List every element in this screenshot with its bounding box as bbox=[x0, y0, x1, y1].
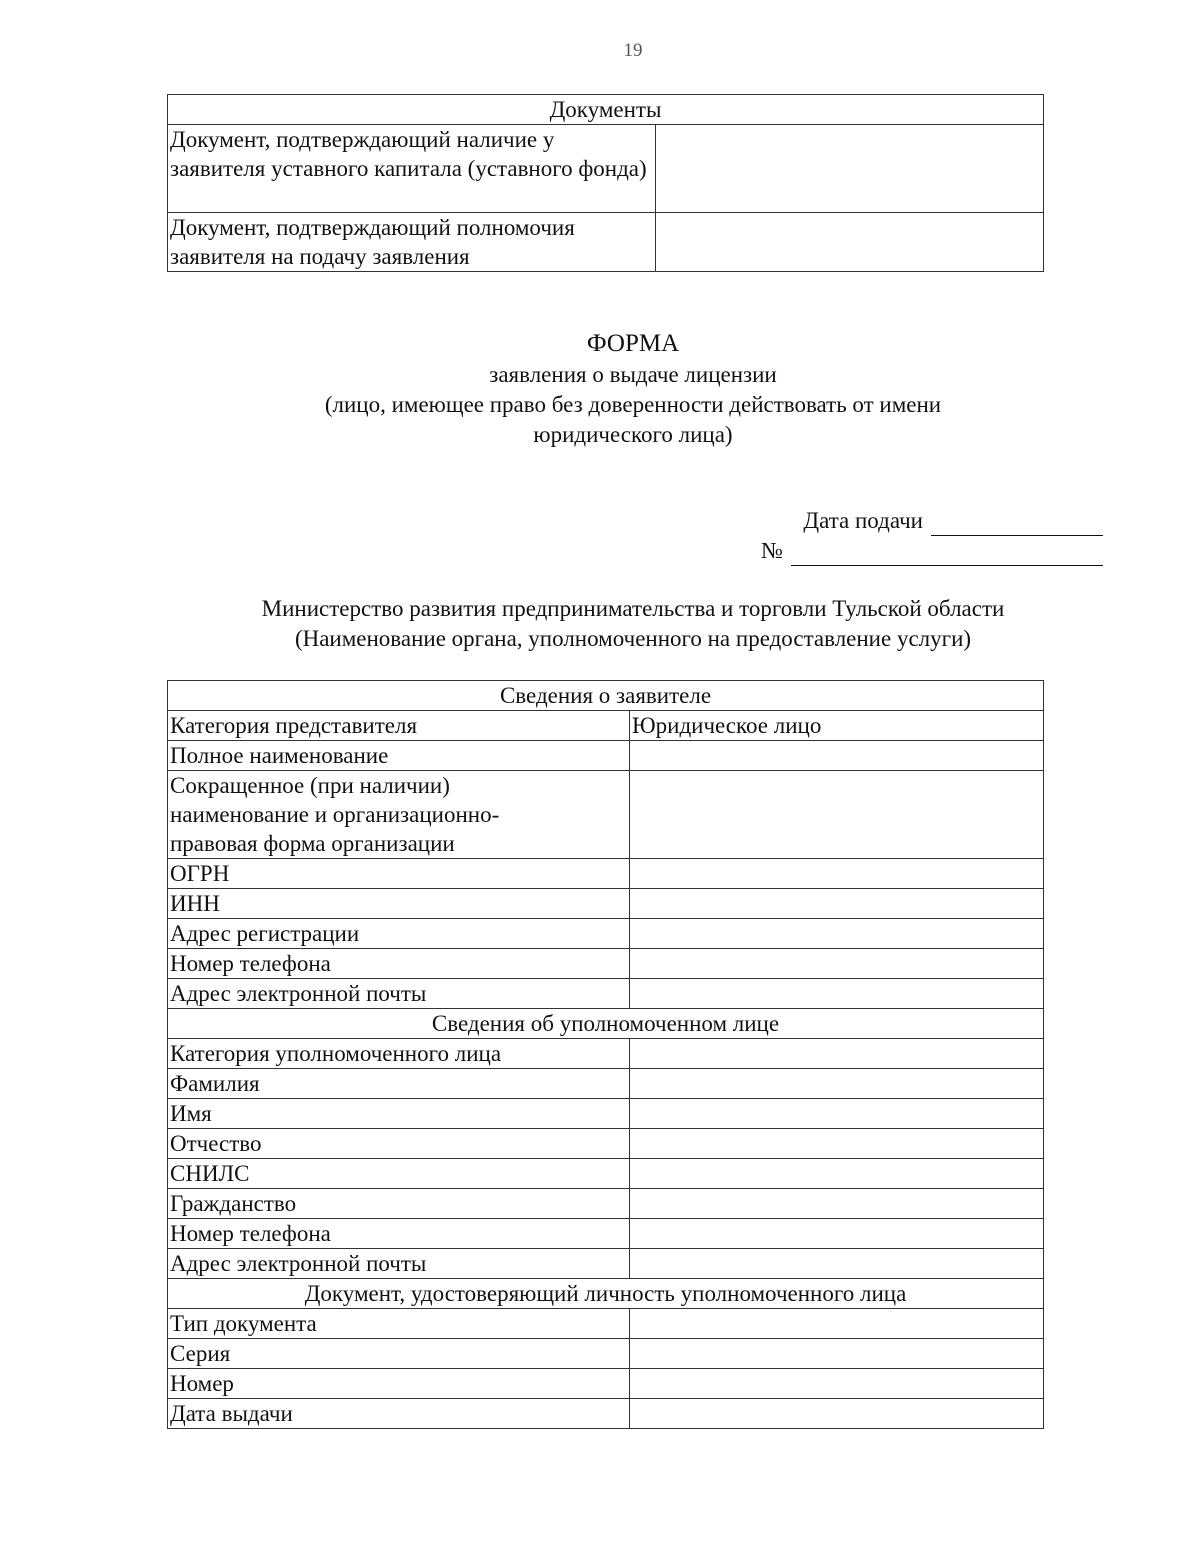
table-row bbox=[168, 1249, 1044, 1279]
form-title: ФОРМА bbox=[586, 330, 680, 357]
table-row bbox=[168, 949, 1044, 979]
field-value-registration-address[interactable] bbox=[630, 919, 1044, 949]
field-value-email[interactable] bbox=[630, 979, 1044, 1009]
table-row bbox=[168, 741, 1044, 771]
field-label-issue-date: Дата выдачи bbox=[168, 1399, 630, 1429]
representative-section-header: Сведения об уполномоченном лице bbox=[168, 1009, 1044, 1039]
applicant-table bbox=[167, 680, 1044, 1429]
table-row bbox=[168, 889, 1044, 919]
field-label-snils: СНИЛС bbox=[168, 1159, 630, 1189]
submission-block bbox=[761, 506, 1103, 566]
field-label-citizenship: Гражданство bbox=[168, 1189, 630, 1219]
field-value-patronymic[interactable] bbox=[630, 1129, 1044, 1159]
form-title-block bbox=[200, 328, 1066, 450]
submission-date-field[interactable] bbox=[931, 513, 1103, 536]
page-number: 19 bbox=[623, 40, 643, 61]
field-label-representative-category: Категория представителя bbox=[168, 711, 630, 741]
field-label-authorized-email: Адрес электронной почты bbox=[168, 1249, 630, 1279]
field-value-inn[interactable] bbox=[630, 889, 1044, 919]
field-value-representative-category[interactable]: Юридическое лицо bbox=[630, 711, 1044, 741]
field-value-full-name[interactable] bbox=[630, 741, 1044, 771]
field-label-document-type: Тип документа bbox=[168, 1309, 630, 1339]
field-label-number: Номер bbox=[168, 1369, 630, 1399]
table-row bbox=[168, 1189, 1044, 1219]
field-value-surname[interactable] bbox=[630, 1069, 1044, 1099]
documents-header-row bbox=[168, 95, 1044, 125]
field-value-ogrn[interactable] bbox=[630, 859, 1044, 889]
submission-number-line bbox=[761, 536, 1103, 566]
field-label-registration-address: Адрес регистрации bbox=[168, 919, 630, 949]
documents-header: Документы bbox=[168, 95, 1044, 125]
submission-number-label: № bbox=[761, 538, 783, 563]
table-row bbox=[168, 1129, 1044, 1159]
form-subtitle-line2: (лицо, имеющее право без доверенности действовать от имени bbox=[324, 392, 942, 417]
field-value-phone[interactable] bbox=[630, 949, 1044, 979]
table-row bbox=[168, 771, 1044, 859]
id-document-section-header: Документ, удостоверяющий личность уполномоченного лица bbox=[168, 1279, 1044, 1309]
field-label-short-name-line1: Сокращенное (при наличии) bbox=[170, 773, 450, 798]
table-row bbox=[168, 1309, 1044, 1339]
field-label-inn: ИНН bbox=[168, 889, 630, 919]
field-value-citizenship[interactable] bbox=[630, 1189, 1044, 1219]
table-row bbox=[168, 919, 1044, 949]
field-value-authorized-category[interactable] bbox=[630, 1039, 1044, 1069]
field-label-email: Адрес электронной почты bbox=[168, 979, 630, 1009]
table-row bbox=[168, 711, 1044, 741]
field-value-snils[interactable] bbox=[630, 1159, 1044, 1189]
table-row bbox=[168, 1159, 1044, 1189]
table-row bbox=[168, 1339, 1044, 1369]
field-label-short-name-line3: правовая форма организации bbox=[170, 831, 455, 856]
applicant-section-header: Сведения о заявителе bbox=[168, 681, 1044, 711]
table-row bbox=[168, 859, 1044, 889]
field-label-series: Серия bbox=[168, 1339, 630, 1369]
table-row bbox=[168, 213, 1044, 272]
field-label-first-name: Имя bbox=[168, 1099, 630, 1129]
field-label-short-name-line2: наименование и организационно- bbox=[170, 802, 500, 827]
field-value-document-type[interactable] bbox=[630, 1309, 1044, 1339]
table-row bbox=[168, 1069, 1044, 1099]
authority-name: Министерство развития предпринимательства и торговли Тульской области bbox=[261, 596, 1005, 621]
form-subtitle-line1: заявления о выдаче лицензии bbox=[489, 362, 777, 387]
document-value-charter-capital[interactable] bbox=[656, 125, 1044, 213]
table-row bbox=[168, 1039, 1044, 1069]
field-label-surname: Фамилия bbox=[168, 1069, 630, 1099]
field-label-ogrn: ОГРН bbox=[168, 859, 630, 889]
field-label-full-name: Полное наименование bbox=[168, 741, 630, 771]
field-value-first-name[interactable] bbox=[630, 1099, 1044, 1129]
field-label-short-name bbox=[168, 771, 630, 859]
field-label-patronymic: Отчество bbox=[168, 1129, 630, 1159]
table-row bbox=[168, 1399, 1044, 1429]
submission-number-field[interactable] bbox=[791, 543, 1103, 566]
field-value-series[interactable] bbox=[630, 1339, 1044, 1369]
authority-block bbox=[120, 594, 1146, 654]
table-row bbox=[168, 1219, 1044, 1249]
document-label-charter-capital: Документ, подтверждающий наличие у заявителя уставного капитала (уставного фонда) bbox=[168, 125, 656, 213]
representative-header-row bbox=[168, 1009, 1044, 1039]
submission-date-label: Дата подачи bbox=[803, 508, 923, 533]
applicant-header-row bbox=[168, 681, 1044, 711]
field-label-authorized-category: Категория уполномоченного лица bbox=[168, 1039, 630, 1069]
field-value-number[interactable] bbox=[630, 1369, 1044, 1399]
submission-date-line bbox=[761, 506, 1103, 536]
table-row bbox=[168, 1099, 1044, 1129]
authority-caption: (Наименование органа, уполномоченного на предоставление услуги) bbox=[294, 626, 972, 651]
document-label-authority: Документ, подтверждающий полномочия заявителя на подачу заявления bbox=[168, 213, 656, 272]
table-row bbox=[168, 1369, 1044, 1399]
document-value-authority[interactable] bbox=[656, 213, 1044, 272]
form-subtitle-line3: юридического лица) bbox=[533, 422, 733, 447]
table-row bbox=[168, 979, 1044, 1009]
field-label-authorized-phone: Номер телефона bbox=[168, 1219, 630, 1249]
field-value-authorized-phone[interactable] bbox=[630, 1219, 1044, 1249]
field-value-issue-date[interactable] bbox=[630, 1399, 1044, 1429]
field-value-short-name[interactable] bbox=[630, 771, 1044, 859]
table-row bbox=[168, 125, 1044, 213]
field-label-phone: Номер телефона bbox=[168, 949, 630, 979]
documents-table bbox=[167, 94, 1044, 272]
field-value-authorized-email[interactable] bbox=[630, 1249, 1044, 1279]
id-document-header-row bbox=[168, 1279, 1044, 1309]
